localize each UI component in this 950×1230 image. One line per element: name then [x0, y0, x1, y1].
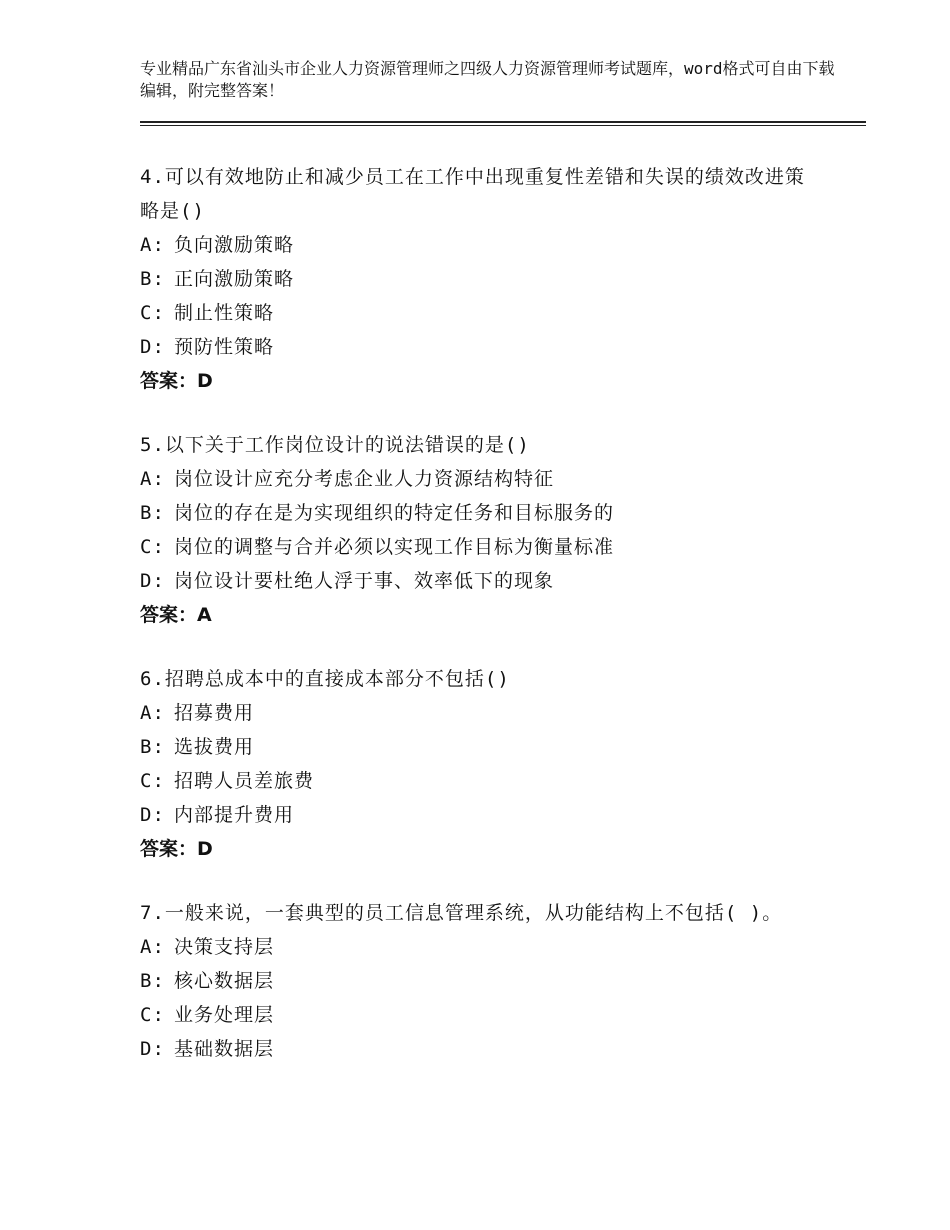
option-text: 制止性策略 — [174, 302, 275, 324]
option-text: 决策支持层 — [174, 936, 275, 958]
option-letter: D: — [140, 336, 165, 358]
question-stem: 6.招聘总成本中的直接成本部分不包括() — [140, 668, 510, 690]
option-c — [140, 998, 820, 1032]
header-divider-thin — [140, 125, 866, 126]
option-c — [140, 296, 820, 330]
option-c — [140, 764, 820, 798]
option-letter: A: — [140, 468, 165, 490]
option-letter: D: — [140, 1038, 165, 1060]
option-letter: A: — [140, 234, 165, 256]
option-text: 正向激励策略 — [174, 268, 295, 290]
option-letter: B: — [140, 268, 165, 290]
option-d — [140, 564, 820, 598]
option-b — [140, 730, 820, 764]
option-a — [140, 228, 820, 262]
option-text: 负向激励策略 — [174, 234, 295, 256]
option-text: 岗位设计要杜绝人浮于事、效率低下的现象 — [174, 570, 555, 592]
option-letter: A: — [140, 936, 165, 958]
question-5 — [140, 428, 820, 632]
question-7 — [140, 896, 820, 1066]
option-b — [140, 964, 820, 998]
option-letter: C: — [140, 536, 165, 558]
question-list — [140, 160, 820, 1096]
option-text: 选拔费用 — [174, 736, 255, 758]
option-a — [140, 696, 820, 730]
question-stem: 4.可以有效地防止和减少员工在工作中出现重复性差错和失误的绩效改进策略是() — [140, 166, 805, 222]
option-letter: D: — [140, 570, 165, 592]
option-text: 招聘人员差旅费 — [174, 770, 315, 792]
option-text: 内部提升费用 — [174, 804, 295, 826]
option-letter: D: — [140, 804, 165, 826]
option-text: 岗位设计应充分考虑企业人力资源结构特征 — [174, 468, 555, 490]
answer-label: 答案：D — [140, 838, 213, 860]
option-d — [140, 330, 820, 364]
option-letter: A: — [140, 702, 165, 724]
option-b — [140, 496, 820, 530]
option-c — [140, 530, 820, 564]
option-text: 基础数据层 — [174, 1038, 275, 1060]
question-4 — [140, 160, 820, 398]
option-b — [140, 262, 820, 296]
answer-label: 答案：D — [140, 370, 213, 392]
option-text: 预防性策略 — [174, 336, 275, 358]
option-a — [140, 930, 820, 964]
option-letter: B: — [140, 736, 165, 758]
option-text: 核心数据层 — [174, 970, 275, 992]
option-letter: C: — [140, 770, 165, 792]
document-header: 专业精品广东省汕头市企业人力资源管理师之四级人力资源管理师考试题库，word格式可自由下载编辑，附完整答案！ — [140, 59, 835, 100]
option-text: 招募费用 — [174, 702, 255, 724]
option-letter: B: — [140, 502, 165, 524]
option-d — [140, 1032, 820, 1066]
option-d — [140, 798, 820, 832]
header-divider — [140, 121, 866, 123]
question-stem: 5.以下关于工作岗位设计的说法错误的是() — [140, 434, 530, 456]
option-letter: C: — [140, 1004, 165, 1026]
question-6 — [140, 662, 820, 866]
answer-label: 答案：A — [140, 604, 212, 626]
option-a — [140, 462, 820, 496]
option-text: 岗位的存在是为实现组织的特定任务和目标服务的 — [174, 502, 615, 524]
option-text: 岗位的调整与合并必须以实现工作目标为衡量标准 — [174, 536, 615, 558]
option-letter: C: — [140, 302, 165, 324]
option-letter: B: — [140, 970, 165, 992]
question-stem: 7.一般来说，一套典型的员工信息管理系统，从功能结构上不包括( )。 — [140, 902, 783, 924]
option-text: 业务处理层 — [174, 1004, 275, 1026]
